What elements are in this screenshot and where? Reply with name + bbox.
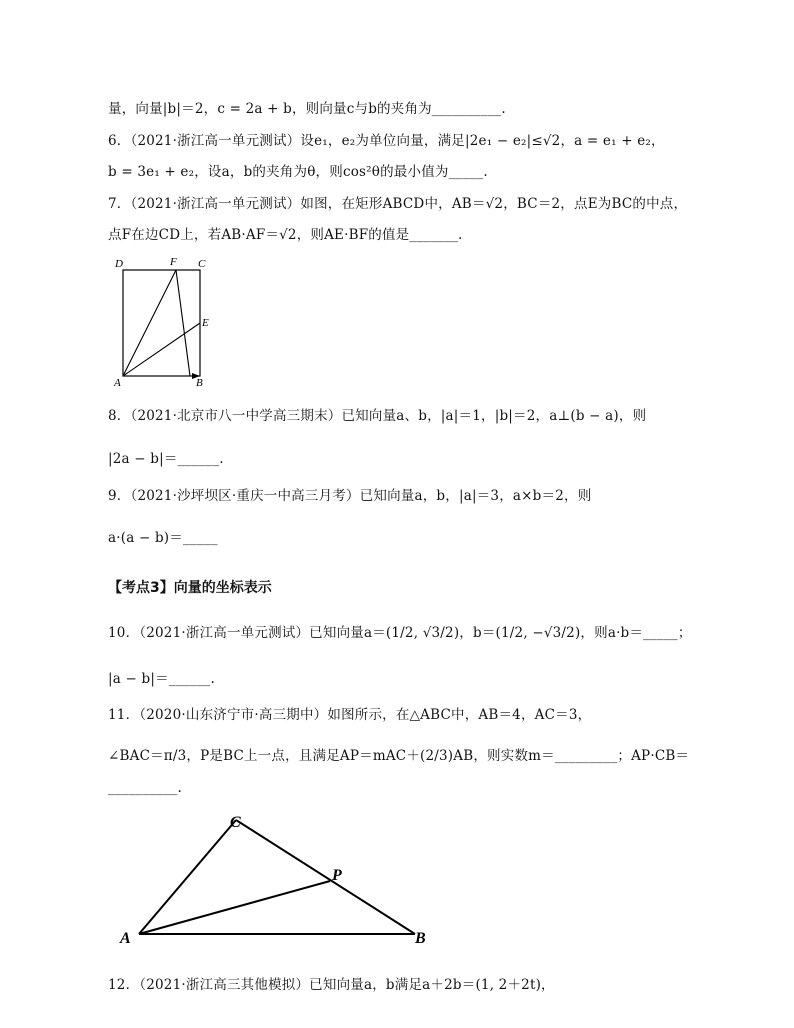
label-C: C: [198, 258, 206, 270]
text-line-15: 12．（2021·浙江高三其他模拟）已知向量a，b满足a＋2b＝(1, 2＋2t)，: [108, 977, 555, 993]
label-A: A: [114, 377, 121, 389]
text-line-2: 6．（2021·浙江高一单元测试）设e₁，e₂为单位向量，满足|2e₁ − e₂|≤√2，a = e₁ + e₂，: [108, 133, 665, 149]
text-line-5: 点F在边CD上，若AB·AF＝√2，则AE·BF的值是_______.: [108, 227, 463, 243]
text-line-3: b = 3e₁ + e₂，设a，b的夹角为θ，则cos²θ的最小值为_____.: [108, 164, 488, 180]
text-line-7: |2a − b|＝______.: [108, 451, 224, 467]
label-D: D: [115, 258, 123, 270]
label-B: B: [196, 377, 203, 389]
text-line-10: 10．（2021·浙江高一单元测试）已知向量a＝(1/2, √3/2)，b＝(1/2, −√3/2)，则a·b＝_____；: [108, 625, 692, 641]
text-line-12: 11．（2020·山东济宁市·高三期中）如图所示，在△ABC中，AB＝4，AC＝3，: [108, 707, 592, 723]
text-line-14: __________.: [108, 780, 182, 796]
text-line-8: 9．（2021·沙坪坝区·重庆一中高三月考）已知向量a，b，|a|＝3，a×b＝2，则: [108, 488, 592, 504]
rectangle-figure: [110, 252, 220, 392]
label-E: E: [202, 317, 209, 329]
triangle-figure: [110, 805, 440, 955]
label-F: F: [170, 256, 177, 268]
triangle-label-C: C: [230, 814, 241, 831]
section-heading: 【考点3】向量的坐标表示: [108, 580, 272, 596]
text-line-1: 量，向量|b|＝2，c = 2a + b，则向量c与b的夹角为__________.: [108, 101, 506, 117]
text-line-11: |a − b|＝______.: [108, 671, 215, 687]
text-line-13: ∠BAC＝π/3，P是BC上一点，且满足AP＝mAC＋(2/3)AB，则实数m＝_________；AP·CB＝: [108, 748, 690, 764]
triangle-label-A: A: [120, 930, 131, 947]
triangle-label-B: B: [415, 930, 426, 947]
text-line-6: 8．（2021·北京市八一中学高三期末）已知向量a、b，|a|＝1，|b|＝2，a⊥(b − a)，则: [108, 408, 647, 424]
triangle-label-P: P: [332, 867, 342, 884]
text-line-9: a·(a − b)＝_____: [108, 530, 218, 546]
text-line-4: 7．（2021·浙江高一单元测试）如图，在矩形ABCD中，AB＝√2，BC＝2，点E为BC的中点，: [108, 196, 688, 212]
